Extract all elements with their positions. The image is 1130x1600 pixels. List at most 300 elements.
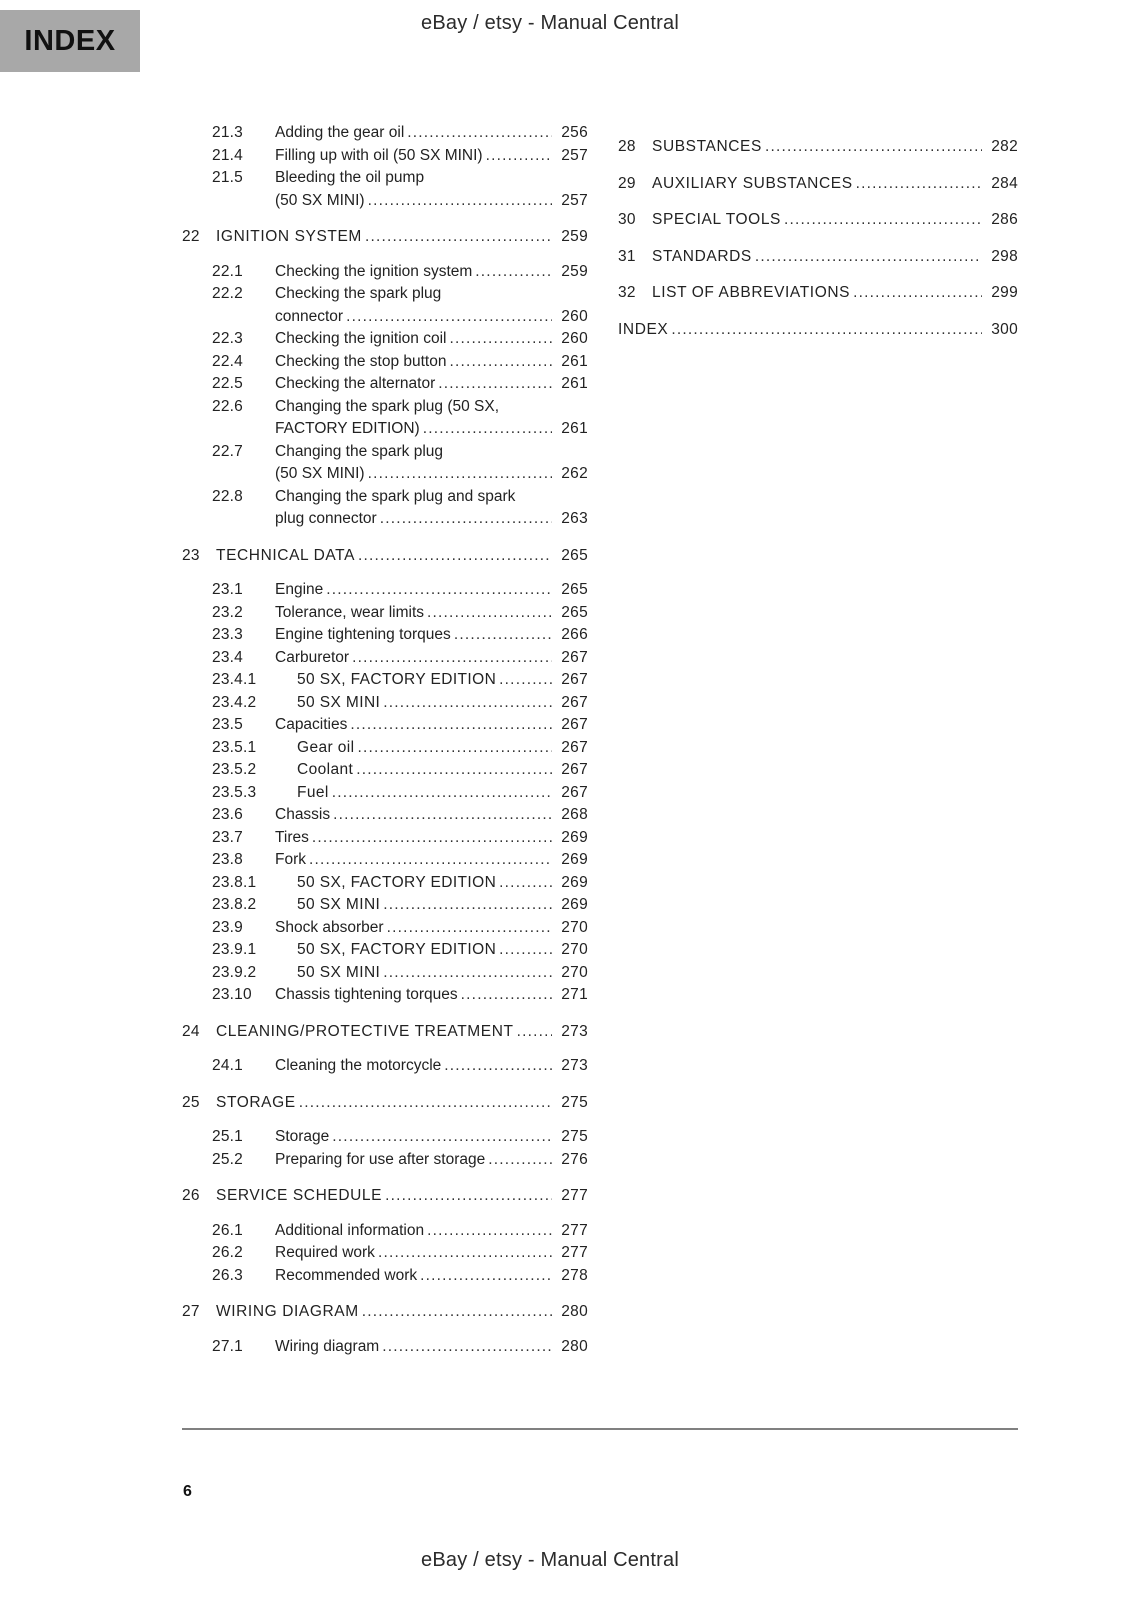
toc-entry-page: 261 xyxy=(561,420,588,437)
toc-entry-title: FACTORY EDITION) xyxy=(275,420,420,437)
toc-entry-body xyxy=(275,714,588,737)
toc-entry-page: 275 xyxy=(561,1128,588,1145)
toc-entry-number: 23.4.2 xyxy=(212,693,257,711)
toc-entry-body xyxy=(297,939,588,962)
toc-entry-number: 24 xyxy=(182,1022,200,1040)
toc-entry-line xyxy=(652,136,1018,159)
page-number: 6 xyxy=(183,1483,192,1500)
toc-entry-line xyxy=(275,418,588,441)
toc-entry-page: 261 xyxy=(561,352,588,370)
toc-entry[interactable] xyxy=(618,209,1018,232)
toc-entry-title: Checking the stop button xyxy=(275,352,447,370)
toc-entry-line xyxy=(275,1336,588,1359)
toc-entry[interactable] xyxy=(182,917,588,940)
toc-entry[interactable] xyxy=(182,1265,588,1288)
toc-dot-leader xyxy=(332,782,552,805)
toc-entry-title: Cleaning the motorcycle xyxy=(275,1057,442,1074)
toc-entry-page: 275 xyxy=(561,1093,588,1111)
toc-entry-page: 277 xyxy=(561,1187,588,1204)
toc-left-column xyxy=(182,122,588,1358)
toc-entry-number: 27.1 xyxy=(212,1337,243,1355)
toc-entry-body xyxy=(275,1220,588,1243)
toc-entry-number: 23.4.1 xyxy=(212,671,257,688)
toc-entry-body xyxy=(275,1265,588,1288)
toc-entry-line xyxy=(275,351,588,374)
toc-entry[interactable] xyxy=(182,669,588,692)
toc-entry-number: 21.3 xyxy=(212,124,243,141)
toc-entry-title: 50 SX, FACTORY EDITION xyxy=(297,941,497,958)
toc-dot-leader xyxy=(368,190,552,213)
toc-entry-title: Preparing for use after storage xyxy=(275,1150,486,1168)
toc-entry-title: STANDARDS xyxy=(652,247,752,265)
toc-entry-body xyxy=(275,1149,588,1172)
toc-entry[interactable] xyxy=(182,167,588,212)
toc-entry-number: 32 xyxy=(618,284,636,301)
toc-entry-number: 23.5.2 xyxy=(212,761,257,778)
toc-entry-page: 265 xyxy=(561,581,588,598)
toc-entry[interactable] xyxy=(182,647,588,670)
toc-entry-line xyxy=(275,579,588,602)
toc-dot-leader xyxy=(356,759,552,782)
toc-entry-title: (50 SX MINI) xyxy=(275,465,365,482)
toc-entry-page: 256 xyxy=(561,124,588,141)
toc-entry[interactable] xyxy=(182,1185,588,1208)
toc-entry-number: 26.3 xyxy=(212,1266,243,1284)
toc-dot-leader xyxy=(352,647,552,670)
toc-entry[interactable] xyxy=(182,122,588,145)
toc-dot-leader xyxy=(517,1021,552,1044)
toc-entry-number: 31 xyxy=(618,247,636,265)
toc-dot-leader xyxy=(454,624,552,647)
toc-entry-number: 23.1 xyxy=(212,581,243,598)
toc-entry[interactable] xyxy=(182,692,588,715)
toc-entry-body xyxy=(275,602,588,625)
toc-dot-leader xyxy=(362,1301,552,1324)
toc-entry[interactable] xyxy=(182,579,588,602)
toc-entry-page: 270 xyxy=(561,941,588,958)
toc-entry[interactable] xyxy=(182,261,588,284)
toc-entry[interactable] xyxy=(182,624,588,647)
toc-entry[interactable] xyxy=(182,373,588,396)
toc-entry-title: Changing the spark plug (50 SX, xyxy=(275,397,500,415)
toc-entry-body xyxy=(275,984,588,1007)
toc-entry-title: Engine xyxy=(275,581,324,598)
toc-entry-line xyxy=(275,714,588,737)
toc-entry-line xyxy=(297,737,588,760)
toc-entry[interactable] xyxy=(182,441,588,486)
toc-entry-title: Changing the spark plug xyxy=(275,442,444,460)
toc-entry-title: Capacities xyxy=(275,716,348,733)
toc-entry-line xyxy=(216,1092,588,1115)
toc-entry[interactable] xyxy=(182,1055,588,1078)
toc-entry-title: Tires xyxy=(275,828,309,846)
toc-entry-line xyxy=(275,167,588,190)
toc-entry-title: Required work xyxy=(275,1244,375,1261)
toc-dot-leader xyxy=(486,145,552,168)
toc-dot-leader xyxy=(299,1092,552,1115)
toc-entry-number: 25.1 xyxy=(212,1128,243,1145)
toc-entry-line xyxy=(275,261,588,284)
toc-entry-body xyxy=(275,647,588,670)
toc-entry-number: 23.8 xyxy=(212,851,243,868)
toc-entry-title: 50 SX MINI xyxy=(297,896,381,913)
toc-entry-title: Gear oil xyxy=(297,738,355,756)
toc-entry-line xyxy=(275,306,588,329)
toc-entry-title: connector xyxy=(275,307,344,325)
toc-dot-leader xyxy=(427,602,552,625)
toc-entry-number: 24.1 xyxy=(212,1057,243,1074)
toc-entry-title: plug connector xyxy=(275,510,377,527)
toc-entry[interactable] xyxy=(182,1336,588,1359)
toc-entry-line xyxy=(297,692,588,715)
toc-dot-leader xyxy=(475,261,552,284)
toc-dot-leader xyxy=(438,373,552,396)
toc-entry[interactable] xyxy=(182,804,588,827)
toc-entry-line xyxy=(275,917,588,940)
toc-entry-title: Carburetor xyxy=(275,648,350,666)
toc-entry-line xyxy=(297,962,588,985)
toc-entry-line xyxy=(652,246,1018,269)
toc-entry-title: STORAGE xyxy=(216,1093,296,1111)
toc-dot-leader xyxy=(350,714,552,737)
toc-entry-line xyxy=(216,1021,588,1044)
toc-entry-title: 50 SX MINI xyxy=(297,963,381,981)
toc-entry-number: 26 xyxy=(182,1187,200,1204)
toc-entry-number: 28 xyxy=(618,138,636,155)
toc-entry-body xyxy=(275,917,588,940)
toc-entry[interactable] xyxy=(182,1242,588,1265)
toc-entry-body xyxy=(297,759,588,782)
toc-dot-leader xyxy=(765,136,982,159)
toc-dot-leader xyxy=(326,579,552,602)
toc-dot-leader xyxy=(420,1265,552,1288)
toc-entry-page: 267 xyxy=(561,738,588,756)
toc-entry-body xyxy=(297,692,588,715)
toc-entry-title: Wiring diagram xyxy=(275,1337,380,1355)
toc-entry-number: 21.5 xyxy=(212,169,243,186)
toc-entry-line xyxy=(275,441,588,464)
toc-entry-number: 23.6 xyxy=(212,806,243,823)
toc-entry-body xyxy=(275,351,588,374)
toc-entry-line xyxy=(652,209,1018,232)
toc-entry[interactable] xyxy=(182,714,588,737)
toc-dot-leader xyxy=(332,1126,552,1149)
toc-dot-leader xyxy=(461,984,552,1007)
toc-entry-line xyxy=(275,373,588,396)
toc-entry-page: 267 xyxy=(561,761,588,778)
toc-entry[interactable] xyxy=(182,827,588,850)
toc-entry-line xyxy=(275,486,588,509)
toc-entry-title: Fuel xyxy=(297,783,329,801)
toc-entry-line xyxy=(275,849,588,872)
toc-dot-leader xyxy=(383,894,552,917)
toc-entry-page: 280 xyxy=(561,1337,588,1355)
toc-entry-title: SUBSTANCES xyxy=(652,138,762,155)
toc-entry[interactable] xyxy=(618,173,1018,196)
toc-entry-title: Checking the ignition system xyxy=(275,262,473,280)
toc-entry[interactable] xyxy=(618,246,1018,269)
toc-entry-body xyxy=(275,167,588,212)
toc-entry-title: Tolerance, wear limits xyxy=(275,603,425,621)
toc-entry-page: 266 xyxy=(561,626,588,643)
toc-entry-page: 286 xyxy=(991,211,1018,228)
toc-entry-body xyxy=(297,962,588,985)
toc-dot-leader xyxy=(309,849,552,872)
toc-entry-title: Storage xyxy=(275,1128,330,1145)
toc-entry-title: Changing the spark plug and spark xyxy=(275,487,516,505)
toc-entry-body xyxy=(652,246,1018,269)
toc-entry[interactable] xyxy=(182,782,588,805)
toc-entry-number: 22.4 xyxy=(212,352,243,370)
toc-entry-line xyxy=(275,145,588,168)
toc-entry-number: 23.5 xyxy=(212,716,243,733)
toc-entry-line xyxy=(216,1301,588,1324)
toc-dot-leader xyxy=(449,351,552,374)
toc-entry-page: 298 xyxy=(991,247,1018,265)
toc-entry-page: 260 xyxy=(561,330,588,347)
toc-entry-page: 267 xyxy=(561,693,588,711)
toc-entry-title: Adding the gear oil xyxy=(275,124,405,141)
toc-entry-body xyxy=(275,486,588,531)
toc-entry-line xyxy=(275,647,588,670)
toc-entry[interactable] xyxy=(182,872,588,895)
toc-entry-number: 21.4 xyxy=(212,146,243,164)
toc-entry-page: 268 xyxy=(561,806,588,823)
toc-entry-page: 269 xyxy=(561,873,588,891)
toc-entry-title: Filling up with oil (50 SX MINI) xyxy=(275,146,483,164)
toc-entry-body xyxy=(297,872,588,895)
toc-entry[interactable] xyxy=(182,545,588,568)
toc-entry-body xyxy=(216,1021,588,1044)
toc-entry[interactable] xyxy=(182,1149,588,1172)
toc-entry-page: 262 xyxy=(561,465,588,482)
toc-entry-line xyxy=(216,545,588,568)
toc-entry-page: 270 xyxy=(561,963,588,981)
toc-entry-body xyxy=(297,782,588,805)
toc-entry-page: 269 xyxy=(561,896,588,913)
toc-entry[interactable] xyxy=(182,283,588,328)
toc-entry-page: 299 xyxy=(991,284,1018,301)
toc-entry[interactable] xyxy=(182,602,588,625)
toc-dot-leader xyxy=(784,209,982,232)
toc-entry-number: 27 xyxy=(182,1303,200,1320)
toc-entry-body xyxy=(275,579,588,602)
toc-entry[interactable] xyxy=(182,486,588,531)
toc-entry-page: 259 xyxy=(561,262,588,280)
table-of-contents xyxy=(182,122,1022,1358)
toc-entry[interactable] xyxy=(182,145,588,168)
header-watermark: eBay / etsy - Manual Central xyxy=(421,12,679,34)
toc-entry[interactable] xyxy=(182,1092,588,1115)
toc-entry-title: 50 SX, FACTORY EDITION xyxy=(297,873,497,891)
toc-entry-line xyxy=(275,508,588,531)
toc-entry[interactable] xyxy=(182,226,588,249)
toc-entry-number: 26.2 xyxy=(212,1244,243,1261)
toc-entry-body xyxy=(216,1185,588,1208)
toc-entry[interactable] xyxy=(618,319,1018,342)
toc-dot-leader xyxy=(385,1185,552,1208)
toc-dot-leader xyxy=(387,917,552,940)
toc-entry[interactable] xyxy=(182,759,588,782)
toc-entry-title: SERVICE SCHEDULE xyxy=(216,1187,383,1204)
toc-entry-title: (50 SX MINI) xyxy=(275,191,365,209)
toc-entry-title: Bleeding the oil pump xyxy=(275,169,425,186)
toc-entry-body xyxy=(652,173,1018,196)
toc-dot-leader xyxy=(368,463,552,486)
toc-entry-page: 277 xyxy=(561,1221,588,1239)
toc-entry-body xyxy=(652,136,1018,159)
toc-entry-title: Chassis tightening torques xyxy=(275,986,458,1003)
toc-dot-leader xyxy=(358,545,552,568)
toc-entry-number: 23.2 xyxy=(212,603,243,621)
toc-entry-title: SPECIAL TOOLS xyxy=(652,211,781,228)
toc-entry-line xyxy=(275,1265,588,1288)
toc-entry[interactable] xyxy=(182,939,588,962)
toc-entry-body xyxy=(275,827,588,850)
toc-entry-number: 22.3 xyxy=(212,330,243,347)
toc-entry-body xyxy=(618,319,1018,342)
footer-watermark: eBay / etsy - Manual Central xyxy=(421,1549,679,1571)
toc-entry-page: 300 xyxy=(991,320,1018,338)
toc-dot-leader xyxy=(499,939,552,962)
toc-entry-page: 270 xyxy=(561,918,588,936)
toc-entry-number: 22.6 xyxy=(212,397,243,415)
toc-entry-title: 50 SX, FACTORY EDITION xyxy=(297,671,497,688)
toc-entry-body xyxy=(275,373,588,396)
toc-entry-body xyxy=(652,209,1018,232)
toc-entry[interactable] xyxy=(182,849,588,872)
toc-entry-line xyxy=(275,1242,588,1265)
toc-entry-page: 257 xyxy=(561,146,588,164)
toc-entry-line xyxy=(297,894,588,917)
toc-dot-leader xyxy=(378,1242,552,1265)
toc-entry[interactable] xyxy=(182,1021,588,1044)
toc-entry-title: Shock absorber xyxy=(275,918,384,936)
toc-dot-leader xyxy=(856,173,982,196)
toc-dot-leader xyxy=(671,319,982,342)
toc-entry-page: 278 xyxy=(561,1266,588,1284)
toc-entry-title: Checking the spark plug xyxy=(275,285,442,302)
toc-right-column xyxy=(618,122,1018,1358)
toc-entry[interactable] xyxy=(182,1126,588,1149)
toc-dot-leader xyxy=(755,246,982,269)
toc-entry-body xyxy=(297,737,588,760)
toc-entry-body xyxy=(216,1301,588,1324)
toc-dot-leader xyxy=(365,226,552,249)
toc-entry-title: TECHNICAL DATA xyxy=(216,546,356,564)
toc-dot-leader xyxy=(488,1149,552,1172)
toc-entry-line xyxy=(275,1055,588,1078)
toc-entry-number: 23.9 xyxy=(212,918,243,936)
toc-entry-body xyxy=(275,1055,588,1078)
toc-entry[interactable] xyxy=(182,962,588,985)
toc-entry-body xyxy=(297,894,588,917)
toc-entry-title: Engine tightening torques xyxy=(275,626,451,643)
toc-dot-leader xyxy=(380,508,552,531)
toc-entry-number: 23.5.1 xyxy=(212,738,257,756)
toc-entry-body xyxy=(275,396,588,441)
toc-entry-body xyxy=(275,1126,588,1149)
toc-entry-number: 22.2 xyxy=(212,285,243,302)
toc-entry-line xyxy=(275,396,588,419)
toc-entry-body xyxy=(275,1242,588,1265)
toc-entry[interactable] xyxy=(182,737,588,760)
toc-entry-line xyxy=(618,319,1018,342)
toc-entry-line xyxy=(216,226,588,249)
toc-entry-number: 23.8.2 xyxy=(212,896,257,913)
toc-entry-body xyxy=(275,261,588,284)
toc-entry[interactable] xyxy=(618,282,1018,305)
toc-entry-line xyxy=(297,939,588,962)
toc-entry-title: IGNITION SYSTEM xyxy=(216,228,362,245)
toc-entry-line xyxy=(275,804,588,827)
toc-entry-page: 276 xyxy=(561,1150,588,1168)
toc-entry-number: 23.4 xyxy=(212,648,243,666)
toc-entry-page: 263 xyxy=(561,510,588,527)
toc-entry-title: Chassis xyxy=(275,806,331,823)
toc-dot-leader xyxy=(853,282,982,305)
toc-entry-title: WIRING DIAGRAM xyxy=(216,1303,359,1320)
toc-entry[interactable] xyxy=(182,396,588,441)
toc-entry-page: 273 xyxy=(561,1022,588,1040)
toc-dot-leader xyxy=(312,827,552,850)
toc-entry-line xyxy=(275,827,588,850)
toc-entry-line xyxy=(275,190,588,213)
toc-entry-number: 23.5.3 xyxy=(212,783,257,801)
toc-entry-title: Additional information xyxy=(275,1221,425,1239)
toc-entry-page: 267 xyxy=(561,671,588,688)
toc-entry-page: 267 xyxy=(561,783,588,801)
toc-entry[interactable] xyxy=(182,351,588,374)
toc-entry-body xyxy=(275,328,588,351)
toc-entry-page: 269 xyxy=(561,828,588,846)
toc-entry-body xyxy=(275,283,588,328)
toc-dot-leader xyxy=(333,804,552,827)
toc-entry-body xyxy=(275,849,588,872)
toc-entry[interactable] xyxy=(182,1301,588,1324)
toc-entry-number: 22.5 xyxy=(212,375,243,392)
toc-entry[interactable] xyxy=(182,328,588,351)
toc-entry-line xyxy=(652,282,1018,305)
toc-entry-number: 23.3 xyxy=(212,626,243,643)
toc-entry-body xyxy=(275,122,588,145)
toc-entry-title: Recommended work xyxy=(275,1266,418,1284)
toc-entry[interactable] xyxy=(182,984,588,1007)
toc-entry-number: 30 xyxy=(618,211,636,228)
toc-entry-title: Coolant xyxy=(297,761,354,778)
toc-entry-line xyxy=(297,782,588,805)
toc-entry-page: 257 xyxy=(561,191,588,209)
toc-entry[interactable] xyxy=(182,1220,588,1243)
toc-entry-page: 271 xyxy=(561,986,588,1003)
toc-dot-leader xyxy=(383,962,552,985)
toc-entry-page: 265 xyxy=(561,603,588,621)
toc-entry-line xyxy=(297,669,588,692)
toc-entry-title: INDEX xyxy=(618,320,669,338)
toc-dot-leader xyxy=(357,737,552,760)
toc-entry-title: Checking the alternator xyxy=(275,375,436,392)
toc-entry[interactable] xyxy=(182,894,588,917)
toc-entry-body xyxy=(297,669,588,692)
toc-dot-leader xyxy=(427,1220,552,1243)
toc-dot-leader xyxy=(346,306,552,329)
toc-entry-body xyxy=(652,282,1018,305)
toc-entry[interactable] xyxy=(618,136,1018,159)
toc-entry-line xyxy=(652,173,1018,196)
toc-entry-page: 261 xyxy=(561,375,588,392)
toc-dot-leader xyxy=(499,872,552,895)
toc-entry-number: 22.8 xyxy=(212,487,243,505)
